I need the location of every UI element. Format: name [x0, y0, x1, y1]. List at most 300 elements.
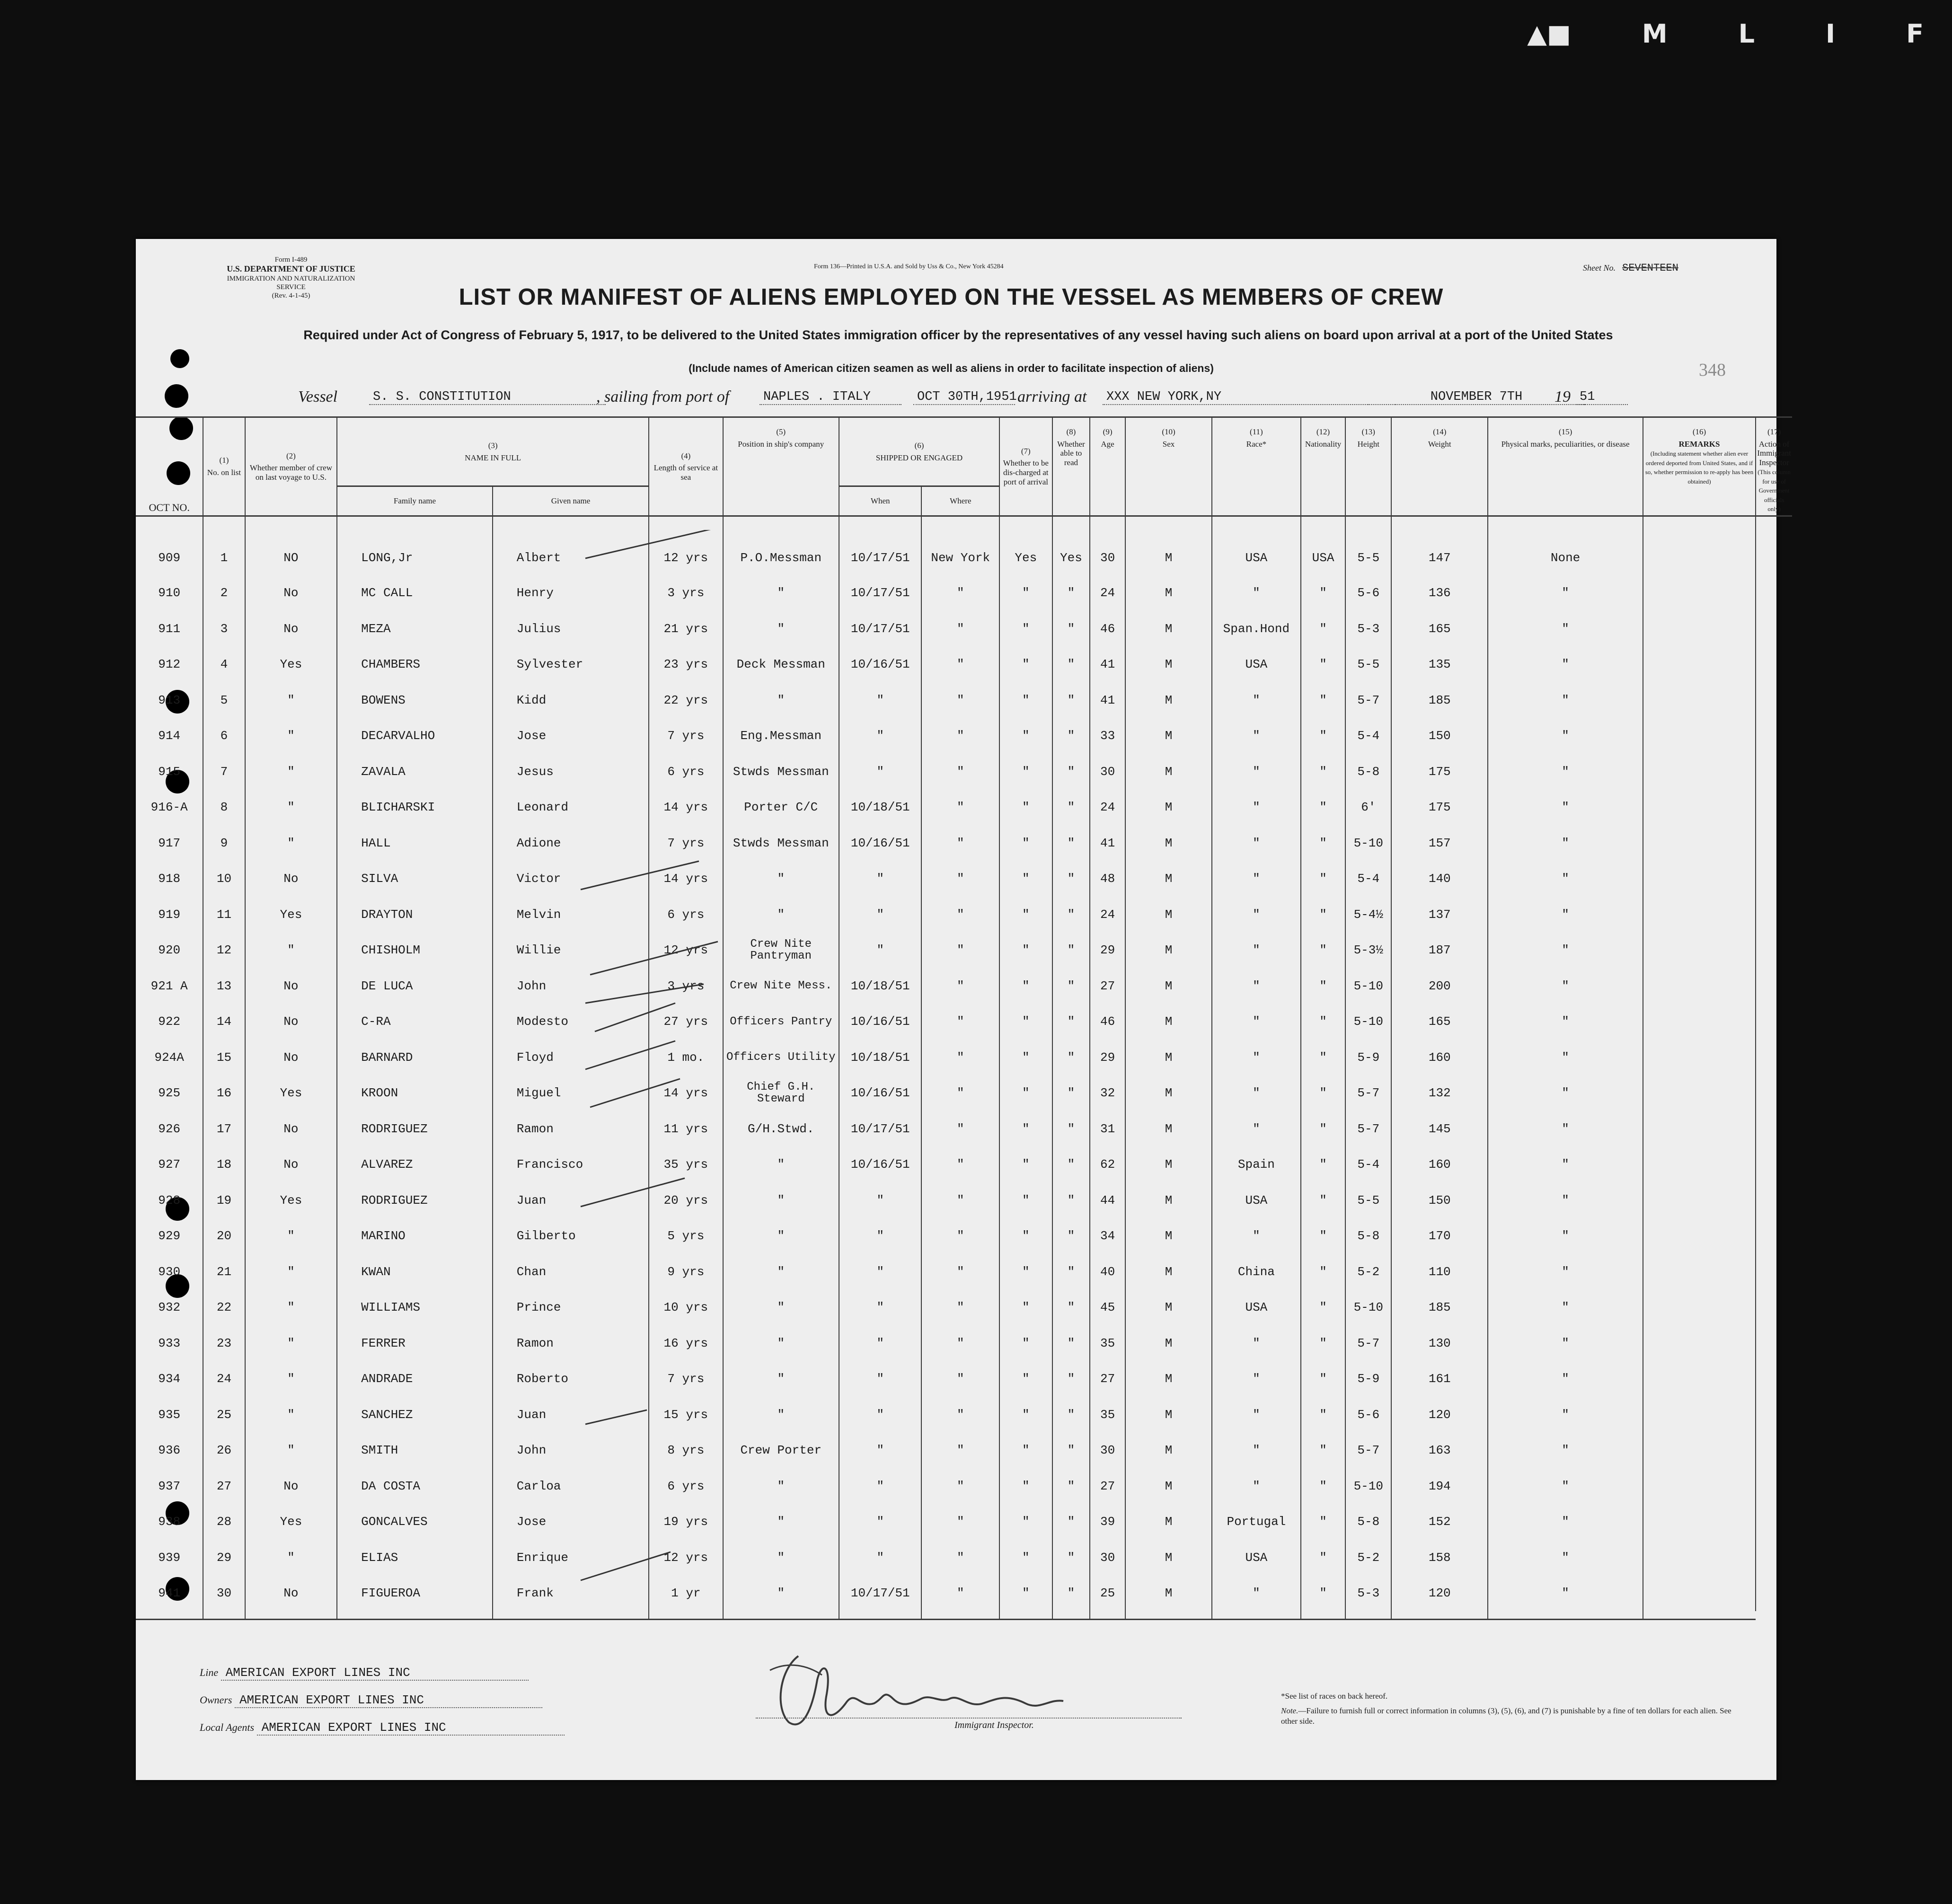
row-sex: M: [1125, 1361, 1212, 1397]
row-sex: M: [1125, 1004, 1212, 1040]
row-remarks: [1643, 611, 1756, 647]
row-nationality: ": [1301, 932, 1346, 968]
table-row: [136, 1182, 1792, 1218]
col-label: SHIPPED OR ENGAGED: [875, 453, 963, 462]
row-shipped-where: ": [921, 1325, 999, 1361]
row-sex: M: [1125, 646, 1212, 682]
row-physical-marks: ": [1488, 718, 1643, 754]
row-weight: 161: [1391, 1361, 1488, 1397]
row-position: ": [723, 611, 839, 647]
row-age: 24: [1090, 789, 1125, 825]
col-number: (3): [488, 441, 498, 450]
row-given-name: Henry: [493, 575, 649, 611]
row-remarks: [1643, 1325, 1756, 1361]
row-shipped-when: ": [839, 861, 921, 897]
row-discharged: ": [999, 789, 1052, 825]
row-height: 5-10: [1345, 1289, 1391, 1325]
row-inspector-action: [1756, 897, 1792, 933]
row-able-to-read: ": [1052, 575, 1090, 611]
row-nationality: ": [1301, 1468, 1346, 1504]
row-able-to-read: ": [1052, 646, 1090, 682]
row-age: 27: [1090, 1468, 1125, 1504]
row-discharged: Yes: [999, 516, 1052, 575]
row-shipped-when: 10/16/51: [839, 1146, 921, 1182]
row-discharged: ": [999, 1075, 1052, 1111]
row-remarks: [1643, 1111, 1756, 1147]
row-shipped-when: 10/16/51: [839, 1004, 921, 1040]
row-oct-no: 913: [136, 682, 203, 718]
row-discharged: ": [999, 1575, 1052, 1611]
row-family-name: DA COSTA: [337, 1468, 493, 1504]
row-last-voyage: No: [245, 575, 337, 611]
row-physical-marks: ": [1488, 1432, 1643, 1468]
row-nationality: ": [1301, 682, 1346, 718]
row-service-length: 8 yrs: [649, 1432, 723, 1468]
row-service-length: 14 yrs: [649, 1075, 723, 1111]
row-oct-no: 929: [136, 1218, 203, 1254]
row-physical-marks: ": [1488, 1075, 1643, 1111]
row-family-name: CHISHOLM: [337, 932, 493, 968]
row-given-name: Ramon: [493, 1111, 649, 1147]
row-race: ": [1212, 932, 1300, 968]
row-sex: M: [1125, 789, 1212, 825]
row-height: 5-10: [1345, 968, 1391, 1004]
row-family-name: DRAYTON: [337, 897, 493, 933]
col-shipped-engaged: [839, 417, 999, 486]
service-name: IMMIGRATION AND NATURALIZATION SERVICE: [227, 274, 355, 291]
row-oct-no: 910: [136, 575, 203, 611]
row-discharged: ": [999, 1504, 1052, 1540]
col-number: (15): [1558, 427, 1572, 436]
row-weight: 135: [1391, 646, 1488, 682]
col-service-length: [649, 417, 723, 516]
row-sex: M: [1125, 1575, 1212, 1611]
row-weight: 110: [1391, 1254, 1488, 1290]
row-position: P.O.Messman: [723, 516, 839, 575]
col-list-no: [203, 417, 245, 516]
col-number: (9): [1103, 427, 1113, 436]
row-list-no: 13: [203, 968, 245, 1004]
row-shipped-where: ": [921, 1040, 999, 1075]
row-given-name: Leonard: [493, 789, 649, 825]
row-shipped-when: ": [839, 718, 921, 754]
row-sex: M: [1125, 516, 1212, 575]
row-age: 48: [1090, 861, 1125, 897]
col-label: Given name: [551, 496, 591, 506]
row-service-length: 23 yrs: [649, 646, 723, 682]
row-family-name: HALL: [337, 825, 493, 861]
row-height: 5-5: [1345, 1182, 1391, 1218]
row-remarks: [1643, 682, 1756, 718]
row-age: 46: [1090, 611, 1125, 647]
row-family-name: ANDRADE: [337, 1361, 493, 1397]
row-last-voyage: ": [245, 1289, 337, 1325]
table-row: [136, 1218, 1792, 1254]
row-last-voyage: Yes: [245, 646, 337, 682]
signature-line: [756, 1718, 1182, 1719]
voyage-line: [298, 388, 1765, 414]
row-nationality: ": [1301, 1325, 1346, 1361]
row-service-length: 12 yrs: [649, 932, 723, 968]
row-service-length: 6 yrs: [649, 754, 723, 790]
table-row: [136, 1397, 1792, 1433]
row-family-name: DE LUCA: [337, 968, 493, 1004]
row-shipped-when: ": [839, 1397, 921, 1433]
row-list-no: 2: [203, 575, 245, 611]
row-weight: 194: [1391, 1468, 1488, 1504]
row-physical-marks: ": [1488, 1218, 1643, 1254]
row-able-to-read: ": [1052, 1504, 1090, 1540]
row-inspector-action: [1756, 932, 1792, 968]
row-sex: M: [1125, 1218, 1212, 1254]
penalty-note: [1281, 1706, 1735, 1727]
row-height: 5-9: [1345, 1361, 1391, 1397]
row-given-name: Albert: [493, 516, 649, 575]
row-height: 5-2: [1345, 1540, 1391, 1576]
row-physical-marks: ": [1488, 754, 1643, 790]
row-inspector-action: [1756, 1040, 1792, 1075]
row-weight: 137: [1391, 897, 1488, 933]
row-discharged: ": [999, 754, 1052, 790]
row-family-name: SILVA: [337, 861, 493, 897]
row-weight: 132: [1391, 1075, 1488, 1111]
row-age: 30: [1090, 754, 1125, 790]
film-mark: ▲■: [1527, 19, 1571, 49]
row-nationality: ": [1301, 1182, 1346, 1218]
col-able-to-read: [1052, 417, 1090, 516]
row-physical-marks: ": [1488, 1254, 1643, 1290]
row-list-no: 9: [203, 825, 245, 861]
arrival-year: 51: [1576, 390, 1628, 405]
row-family-name: RODRIGUEZ: [337, 1182, 493, 1218]
line-value: AMERICAN EXPORT LINES INC: [221, 1666, 529, 1681]
row-shipped-when: ": [839, 1361, 921, 1397]
row-sex: M: [1125, 575, 1212, 611]
table-row: [136, 968, 1792, 1004]
row-able-to-read: ": [1052, 1004, 1090, 1040]
row-list-no: 29: [203, 1540, 245, 1576]
row-inspector-action: [1756, 789, 1792, 825]
row-remarks: [1643, 825, 1756, 861]
row-list-no: 5: [203, 682, 245, 718]
row-nationality: ": [1301, 897, 1346, 933]
row-family-name: SMITH: [337, 1432, 493, 1468]
row-weight: 187: [1391, 932, 1488, 968]
row-physical-marks: ": [1488, 611, 1643, 647]
row-discharged: ": [999, 861, 1052, 897]
row-able-to-read: ": [1052, 1468, 1090, 1504]
row-sex: M: [1125, 1075, 1212, 1111]
row-nationality: ": [1301, 1040, 1346, 1075]
row-inspector-action: [1756, 968, 1792, 1004]
row-sex: M: [1125, 1182, 1212, 1218]
row-list-no: 17: [203, 1111, 245, 1147]
row-service-length: 7 yrs: [649, 718, 723, 754]
col-label: Family name: [393, 496, 436, 506]
row-position: ": [723, 1575, 839, 1611]
row-sex: M: [1125, 1254, 1212, 1290]
col-race: [1212, 417, 1300, 516]
row-race: ": [1212, 861, 1300, 897]
row-age: 32: [1090, 1075, 1125, 1111]
col-nationality: [1301, 417, 1346, 516]
row-height: 5-5: [1345, 516, 1391, 575]
row-given-name: Miguel: [493, 1075, 649, 1111]
col-age: [1090, 417, 1125, 516]
row-remarks: [1643, 516, 1756, 575]
row-remarks: [1643, 789, 1756, 825]
row-nationality: ": [1301, 1075, 1346, 1111]
row-age: 30: [1090, 1432, 1125, 1468]
row-service-length: 14 yrs: [649, 861, 723, 897]
table-row: [136, 682, 1792, 718]
row-race: ": [1212, 682, 1300, 718]
row-age: 27: [1090, 1361, 1125, 1397]
row-sex: M: [1125, 1325, 1212, 1361]
row-given-name: Jose: [493, 718, 649, 754]
row-race: ": [1212, 1004, 1300, 1040]
row-nationality: ": [1301, 1504, 1346, 1540]
row-discharged: ": [999, 1040, 1052, 1075]
row-position: Crew Nite Mess.: [723, 968, 839, 1004]
row-given-name: Prince: [493, 1289, 649, 1325]
row-service-length: 1 mo.: [649, 1040, 723, 1075]
row-physical-marks: ": [1488, 646, 1643, 682]
row-race: USA: [1212, 1289, 1300, 1325]
row-position: ": [723, 861, 839, 897]
row-race: ": [1212, 1397, 1300, 1433]
row-weight: 120: [1391, 1397, 1488, 1433]
row-inspector-action: [1756, 1111, 1792, 1147]
row-inspector-action: [1756, 1289, 1792, 1325]
row-remarks: [1643, 1004, 1756, 1040]
row-discharged: ": [999, 1111, 1052, 1147]
row-service-length: 9 yrs: [649, 1254, 723, 1290]
row-last-voyage: Yes: [245, 1504, 337, 1540]
department-name: U.S. DEPARTMENT OF JUSTICE: [227, 264, 355, 273]
row-family-name: BARNARD: [337, 1040, 493, 1075]
row-inspector-action: [1756, 1575, 1792, 1611]
row-race: ": [1212, 968, 1300, 1004]
row-inspector-action: [1756, 1218, 1792, 1254]
row-age: 44: [1090, 1182, 1125, 1218]
row-inspector-action: [1756, 1254, 1792, 1290]
row-race: ": [1212, 1218, 1300, 1254]
row-family-name: ZAVALA: [337, 754, 493, 790]
row-physical-marks: ": [1488, 1040, 1643, 1075]
row-discharged: ": [999, 932, 1052, 968]
row-last-voyage: No: [245, 861, 337, 897]
row-remarks: [1643, 575, 1756, 611]
row-inspector-action: [1756, 1397, 1792, 1433]
line-label: Line: [200, 1666, 219, 1678]
manifest-footer: [136, 1651, 1776, 1774]
row-list-no: 21: [203, 1254, 245, 1290]
row-position: G/H.Stwd.: [723, 1111, 839, 1147]
year-prefix: 19: [1555, 388, 1571, 405]
table-row: [136, 825, 1792, 861]
row-inspector-action: [1756, 1182, 1792, 1218]
col-oct-no: [136, 417, 203, 516]
row-oct-no: 916-A: [136, 789, 203, 825]
table-row: [136, 1575, 1792, 1611]
row-shipped-where: ": [921, 1504, 999, 1540]
row-last-voyage: Yes: [245, 1182, 337, 1218]
row-position: ": [723, 1540, 839, 1576]
row-nationality: ": [1301, 754, 1346, 790]
row-remarks: [1643, 754, 1756, 790]
row-shipped-where: ": [921, 611, 999, 647]
row-last-voyage: No: [245, 1468, 337, 1504]
row-weight: 150: [1391, 718, 1488, 754]
row-able-to-read: ": [1052, 1254, 1090, 1290]
row-physical-marks: ": [1488, 861, 1643, 897]
row-position: Eng.Messman: [723, 718, 839, 754]
row-family-name: WILLIAMS: [337, 1289, 493, 1325]
row-shipped-where: ": [921, 1254, 999, 1290]
row-nationality: ": [1301, 718, 1346, 754]
owners-value: AMERICAN EXPORT LINES INC: [235, 1693, 542, 1708]
row-shipped-where: ": [921, 718, 999, 754]
table-row: [136, 1468, 1792, 1504]
row-sex: M: [1125, 1111, 1212, 1147]
col-label: Whether member of crew on last voyage to U.S.: [249, 463, 332, 482]
row-service-length: 3 yrs: [649, 575, 723, 611]
col-sublabel: (Including statement whether alien ever ordered deported from United States, and if so, whether permission to re-apply has been obtained): [1645, 450, 1754, 485]
row-able-to-read: ": [1052, 1289, 1090, 1325]
row-position: ": [723, 575, 839, 611]
col-number: (13): [1361, 427, 1375, 436]
col-label: Nationality: [1305, 439, 1342, 449]
row-shipped-when: 10/18/51: [839, 1040, 921, 1075]
row-list-no: 25: [203, 1397, 245, 1433]
row-weight: 160: [1391, 1146, 1488, 1182]
row-position: ": [723, 1146, 839, 1182]
row-physical-marks: ": [1488, 1289, 1643, 1325]
row-discharged: ": [999, 1182, 1052, 1218]
row-height: 5-10: [1345, 1468, 1391, 1504]
row-height: 5-10: [1345, 825, 1391, 861]
col-height: [1345, 417, 1391, 516]
row-able-to-read: ": [1052, 1325, 1090, 1361]
row-able-to-read: ": [1052, 1432, 1090, 1468]
row-race: Portugal: [1212, 1504, 1300, 1540]
row-oct-no: 934: [136, 1361, 203, 1397]
row-shipped-where: ": [921, 1575, 999, 1611]
row-age: 35: [1090, 1325, 1125, 1361]
row-able-to-read: ": [1052, 825, 1090, 861]
table-row: [136, 789, 1792, 825]
row-sex: M: [1125, 1146, 1212, 1182]
table-row: [136, 1540, 1792, 1576]
row-shipped-where: ": [921, 575, 999, 611]
row-age: 34: [1090, 1218, 1125, 1254]
row-inspector-action: [1756, 611, 1792, 647]
row-able-to-read: ": [1052, 1040, 1090, 1075]
row-age: 46: [1090, 1004, 1125, 1040]
row-race: ": [1212, 1040, 1300, 1075]
row-shipped-where: ": [921, 789, 999, 825]
row-last-voyage: No: [245, 1146, 337, 1182]
col-where: [921, 486, 999, 516]
row-last-voyage: ": [245, 1218, 337, 1254]
form-revision: (Rev. 4-1-45): [272, 291, 310, 300]
row-sex: M: [1125, 861, 1212, 897]
row-physical-marks: ": [1488, 1004, 1643, 1040]
row-last-voyage: ": [245, 718, 337, 754]
row-given-name: Ramon: [493, 1325, 649, 1361]
row-nationality: USA: [1301, 516, 1346, 575]
row-list-no: 19: [203, 1182, 245, 1218]
row-shipped-when: ": [839, 1289, 921, 1325]
row-weight: 147: [1391, 516, 1488, 575]
sheet-label: Sheet No.: [1583, 263, 1616, 273]
row-race: ": [1212, 1325, 1300, 1361]
row-oct-no: 937: [136, 1468, 203, 1504]
row-shipped-where: ": [921, 754, 999, 790]
row-able-to-read: ": [1052, 932, 1090, 968]
row-age: 29: [1090, 932, 1125, 968]
col-number: (11): [1250, 427, 1263, 436]
row-position: Deck Messman: [723, 646, 839, 682]
table-row: [136, 1289, 1792, 1325]
row-sex: M: [1125, 1289, 1212, 1325]
film-edge-markings: [1527, 19, 1924, 49]
row-family-name: BLICHARSKI: [337, 789, 493, 825]
row-list-no: 7: [203, 754, 245, 790]
row-height: 5-7: [1345, 1325, 1391, 1361]
row-list-no: 14: [203, 1004, 245, 1040]
row-remarks: [1643, 1540, 1756, 1576]
film-mark: M: [1642, 19, 1668, 49]
col-label: Position in ship's company: [738, 439, 824, 449]
row-inspector-action: [1756, 1432, 1792, 1468]
row-shipped-where: ": [921, 861, 999, 897]
vessel-label: Vessel: [298, 388, 338, 405]
row-able-to-read: ": [1052, 1361, 1090, 1397]
row-physical-marks: ": [1488, 968, 1643, 1004]
row-list-no: 24: [203, 1361, 245, 1397]
row-able-to-read: ": [1052, 968, 1090, 1004]
row-position: ": [723, 1218, 839, 1254]
row-discharged: ": [999, 1289, 1052, 1325]
row-race: ": [1212, 789, 1300, 825]
row-position: Crew Porter: [723, 1432, 839, 1468]
row-family-name: RODRIGUEZ: [337, 1111, 493, 1147]
row-shipped-when: 10/17/51: [839, 575, 921, 611]
row-height: 5-3: [1345, 1575, 1391, 1611]
row-service-length: 5 yrs: [649, 1218, 723, 1254]
row-position: Chief G.H. Steward: [723, 1075, 839, 1111]
row-sex: M: [1125, 1432, 1212, 1468]
departure-date: OCT 30TH,1951: [913, 390, 1015, 405]
col-label: Whether able to read: [1057, 439, 1085, 467]
row-nationality: ": [1301, 1397, 1346, 1433]
row-inspector-action: [1756, 861, 1792, 897]
row-height: 5-2: [1345, 1254, 1391, 1290]
col-position: [723, 417, 839, 516]
row-height: 5-7: [1345, 1075, 1391, 1111]
row-age: 24: [1090, 897, 1125, 933]
row-remarks: [1643, 1146, 1756, 1182]
row-shipped-when: ": [839, 754, 921, 790]
row-list-no: 15: [203, 1040, 245, 1075]
row-family-name: C-RA: [337, 1004, 493, 1040]
row-position: Porter C/C: [723, 789, 839, 825]
col-number: (5): [776, 427, 786, 436]
row-age: 35: [1090, 1397, 1125, 1433]
row-age: 24: [1090, 575, 1125, 611]
